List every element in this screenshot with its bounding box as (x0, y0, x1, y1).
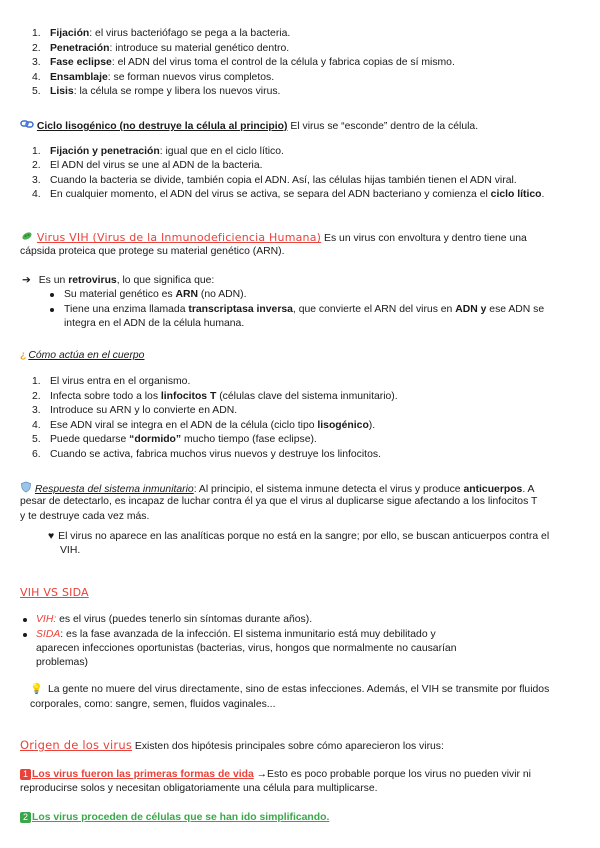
lysogenic-title: Ciclo lisogénico (no destruye la célula al principio) (36, 120, 288, 132)
list-item-line2: integra en el ADN de la célula humana. (64, 318, 245, 329)
list-number: 3. (32, 405, 41, 416)
immune-title: Respuesta del sistema inmunitario (34, 483, 194, 495)
list-number: 3. (32, 57, 41, 68)
list-number: 5. (32, 434, 41, 445)
list-number: 4. (32, 72, 41, 83)
list-item: En cualquier momento, el ADN del virus se activa, se separa del ADN bacteriano y comienza el ciclo lítico. (50, 189, 545, 200)
list-item: Infecta sobre todo a los linfocitos T (células clave del sistema inmunitario). (50, 391, 398, 402)
bullet-icon (50, 308, 54, 312)
bullet-icon (23, 633, 27, 637)
list-number: 6. (32, 449, 41, 460)
immune-para-line2: pesar de detectarlo, es incapaz de luchar contra él ya que el virus al duplicarse sigue afectando a los linfocitos T (20, 496, 538, 507)
list-number: 2. (32, 160, 41, 171)
vih-title: Virus VIH (Virus de la Inmunodeficiencia Humana) (36, 230, 322, 244)
immune-para: Respuesta del sistema inmunitario: Al principio, el sistema inmune detecta el virus y produce anticuerpos. A (20, 481, 534, 497)
origin-title: Origen de los virus (20, 738, 133, 752)
question-icon: ¿ (20, 350, 27, 361)
list-item-line3: problemas) (36, 657, 88, 668)
list-item: Ese ADN viral se integra en el ADN de la célula (ciclo tipo lisogénico). (50, 420, 376, 431)
lysogenic-desc: El virus se “esconde” dentro de la célula. (287, 120, 479, 132)
list-item: El virus entra en el organismo. (50, 376, 191, 387)
hypothesis-1-line2: reproducirse solos y necesitan obligatoriamente una célula para multiplicarse. (20, 783, 378, 794)
bullet-icon (50, 293, 54, 297)
number-two-icon: 2 (20, 812, 31, 823)
tip-para: 💡 La gente no muere del virus directamente, sino de estas infecciones. Además, el VIH se transmite por fluidos (30, 684, 550, 695)
vih-vs-sida-title: VIH VS SIDA (20, 586, 89, 599)
list-item: Introduce su ARN y lo convierte en ADN. (50, 405, 238, 416)
list-item: Fase eclipse: el ADN del virus toma el control de la célula y fabrica copias de sí mismo. (50, 57, 455, 68)
list-item: Puede quedarse “dormido” mucho tiempo (fase eclipse). (50, 434, 317, 445)
list-number: 1. (32, 146, 41, 157)
list-item: Cuando se activa, fabrica muchos virus nuevos y destruye los linfocitos. (50, 449, 381, 460)
list-number: 2. (32, 391, 41, 402)
list-item: Su material genético es ARN (no ADN). (64, 289, 247, 300)
heart-icon: ♥ (48, 531, 55, 542)
immune-note-line2: VIH. (60, 545, 81, 556)
list-item-line2: aparecen infecciones oportunistas (bacterias, virus, hongos que normalmente no causarían (36, 643, 457, 654)
list-item: Fijación y penetración: igual que en el ciclo lítico. (50, 146, 284, 157)
list-item: El ADN del virus se une al ADN de la bacteria. (50, 160, 263, 171)
list-item: Tiene una enzima llamada transcriptasa inversa, que convierte el ARN del virus en ADN y ese ADN se (64, 304, 545, 315)
microbe-icon (20, 230, 34, 246)
lightbulb-icon: 💡 (30, 684, 43, 695)
lysogenic-heading (20, 118, 478, 134)
arrow-right-icon: ➔ (22, 275, 31, 286)
immune-para-line3: y te destruye cada vez más. (20, 511, 150, 522)
list-item: Cuando la bacteria se divide, también copia el ADN. Así, las células hijas también tienen el ADN viral. (50, 175, 517, 186)
list-number: 4. (32, 189, 41, 200)
retrovirus-line: ➔ Es un retrovirus, lo que significa que: (22, 275, 215, 286)
list-number: 2. (32, 43, 41, 54)
hypothesis-2: 2 Los virus proceden de células que se han ido simplificando. (20, 811, 329, 824)
list-number: 5. (32, 86, 41, 97)
list-item: Penetración: introduce su material genético dentro. (50, 43, 290, 54)
vih-desc-line2: cápsida proteica que protege su material genético (ARN). (20, 246, 285, 257)
body-action-heading (20, 349, 144, 362)
list-number: 3. (32, 175, 41, 186)
tip-para-line2: corporales, como: sangre, semen, fluidos vaginales... (30, 699, 276, 710)
bullet-icon (23, 618, 27, 622)
list-item: Fijación: el virus bacteriófago se pega a la bacteria. (50, 28, 291, 39)
vih-desc: Es un virus con envoltura y dentro tiene una (321, 232, 527, 244)
link-icon (20, 118, 34, 134)
list-number: 4. (32, 420, 41, 431)
immune-note: ♥ El virus no aparece en las analíticas porque no está en la sangre; por ello, se buscan anticuerpos contra el (48, 531, 550, 542)
list-item: Lisis: la célula se rompe y libera los nuevos virus. (50, 86, 281, 97)
list-item: Ensamblaje: se forman nuevos virus completos. (50, 72, 275, 83)
vih-heading (20, 230, 527, 246)
hypothesis-1: 1 Los virus fueron las primeras formas de vida →Esto es poco probable porque los virus no pueden vivir ni (20, 768, 531, 781)
body-action-title: Cómo actúa en el cuerpo (28, 350, 145, 361)
list-item: VIH: es el virus (puedes tenerlo sin síntomas durante años). (36, 614, 313, 625)
list-item: SIDA: es la fase avanzada de la infección. El sistema inmunitario está muy debilitado y (36, 629, 436, 640)
origin-heading: Origen de los virus Existen dos hipótesis principales sobre cómo aparecieron los virus: (20, 738, 444, 752)
list-number: 1. (32, 28, 41, 39)
list-number: 1. (32, 376, 41, 387)
number-one-icon: 1 (20, 769, 31, 780)
